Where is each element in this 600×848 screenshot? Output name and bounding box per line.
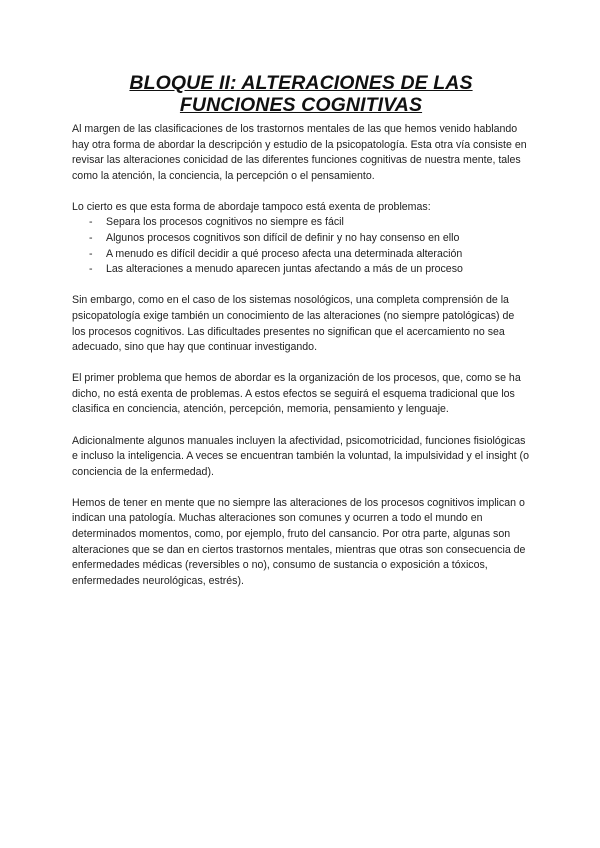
paragraph-additional: Adicionalmente algunos manuales incluyen la afectividad, psicomotricidad, funciones fisiológicas e incluso la inteligencia. A veces se encuentran también la voluntad, la impulsividad y el insight (o conciencia de la enfermedad). <box>72 434 529 478</box>
list-item-text: Las alteraciones a menudo aparecen juntas afectando a más de un proceso <box>106 263 463 276</box>
bullet-dash: - <box>89 232 93 245</box>
paragraph-problems-lead: Lo cierto es que esta forma de abordaje tampoco está exenta de problemas: <box>72 200 431 213</box>
list-item-text: Separa los procesos cognitivos no siempre es fácil <box>106 216 344 229</box>
list-item <box>72 262 530 278</box>
bullet-dash: - <box>89 216 93 229</box>
paragraph-nosological: Sin embargo, como en el caso de los sistemas nosológicos, una completa comprensión de la psicopatología exige también un conocimiento de las alteraciones (no siempre patológicas) de los procesos cognitivos. Las dificultades presentes no significan que el acercamiento no sea adecuado, sino que hay que continuar investigando. <box>72 294 515 354</box>
list-item <box>72 247 530 263</box>
paragraph-pathology: Hemos de tener en mente que no siempre las alteraciones de los procesos cognitivos implican o indican una patología. Muchas alteraciones son comunes y ocurren a todo el mundo en determinados momentos, como, por ejemplo, fruto del cansancio. Por otra parte, algunas son alteraciones que se dan en ciertos trastornos mentales, mientras que otras son consecuencia de enfermedades médicas (reversibles o no), consumo de sustancia o exposición a tóxicos, enfermedades neurológicas, estrés). <box>72 496 526 587</box>
document-page <box>72 72 530 605</box>
list-item <box>72 215 530 231</box>
list-item-text: A menudo es difícil decidir a qué proceso afecta una determinada alteración <box>106 247 463 260</box>
paragraph-intro: Al margen de las clasificaciones de los trastornos mentales de las que hemos venido hablando hay otra forma de abordar la descripción y estudio de la psicopatología. Esta otra vía consiste en revisar las alteraciones conicidad de las diferentes funciones cognitivas de nuestra mente, tales como la atención, la conciencia, la percepción o el pensamiento. <box>72 123 527 182</box>
document-title <box>72 72 530 116</box>
bullet-dash: - <box>89 263 93 276</box>
title-line-2: FUNCIONES COGNITIVAS <box>179 94 423 116</box>
paragraph-organization: El primer problema que hemos de abordar es la organización de los procesos, que, como se ha dicho, no está exenta de problemas. A estos efectos se seguirá el esquema tradicional que los clasifica en conciencia, atención, percepción, memoria, pensamiento y lenguaje. <box>72 372 521 416</box>
problems-list <box>72 215 530 277</box>
title-line-1: BLOQUE II: ALTERACIONES DE LAS <box>129 72 473 94</box>
bullet-dash: - <box>89 247 93 260</box>
list-item-text: Algunos procesos cognitivos son difícil de definir y no hay consenso en ello <box>106 232 460 245</box>
list-item <box>72 231 530 247</box>
